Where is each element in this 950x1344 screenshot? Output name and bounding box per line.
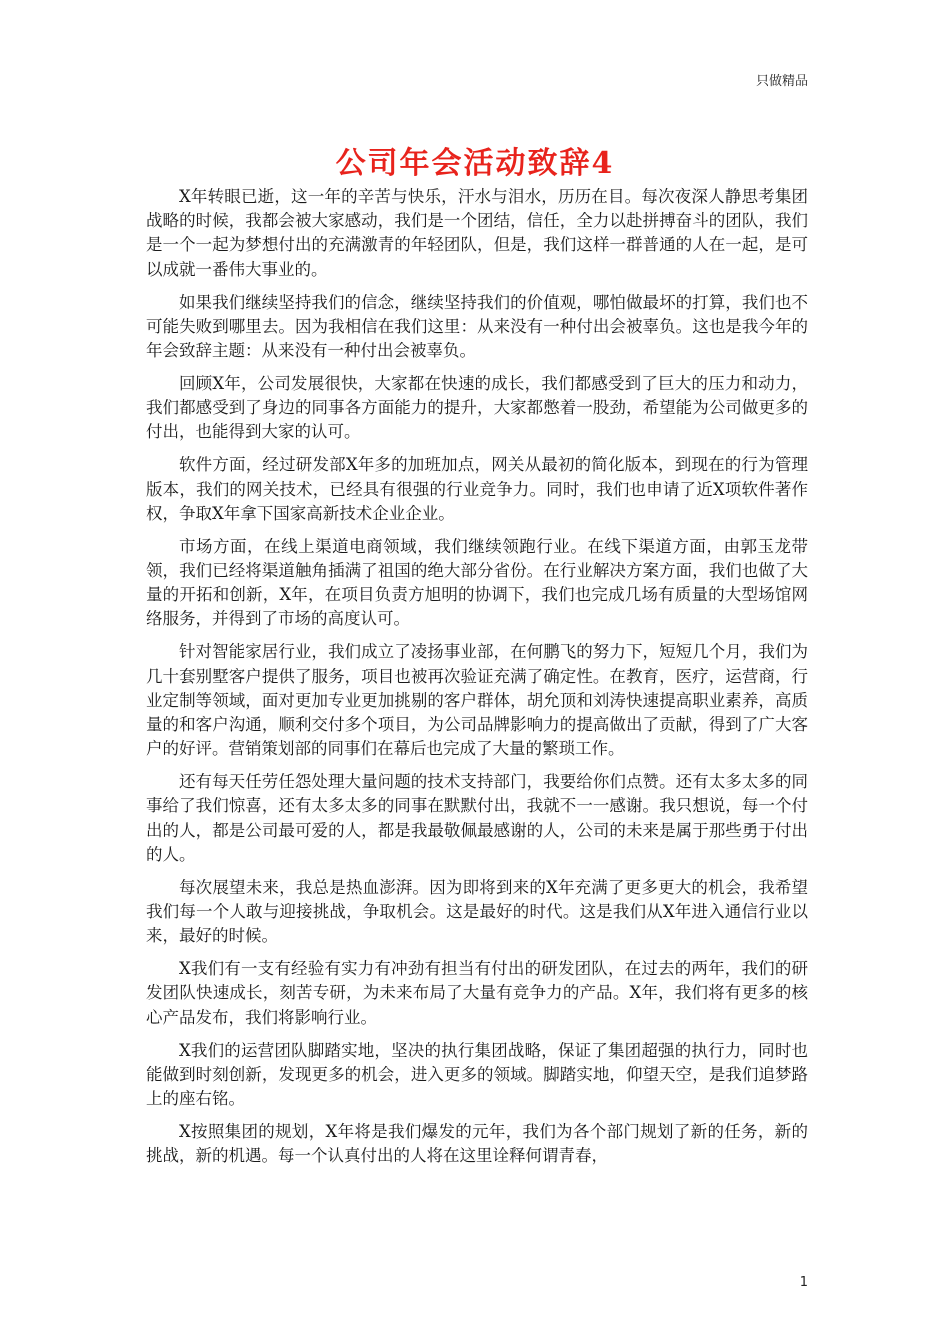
paragraph: 回顾X年，公司发展很快，大家都在快速的成长，我们都感受到了巨大的压力和动力，我们都感受到了身边的同事各方面能力的提升，大家都憋着一股劲，希望能为公司做更多的付出，也能得到大家的认可。: [146, 374, 808, 442]
document-body: [146, 185, 808, 1177]
paragraph: X我们有一支有经验有实力有冲劲有担当有付出的研发团队，在过去的两年，我们的研发团队快速成长，刻苦专研，为未来布局了大量有竞争力的产品。X年，我们将有更多的核心产品发布，我们将影响行业。: [146, 959, 808, 1027]
paragraph: X年转眼已逝，这一年的辛苦与快乐，汗水与泪水，历历在目。每次夜深人静思考集团战略的时候，我都会被大家感动，我们是一个团结，信任，全力以赴拼搏奋斗的团队，我们是一个一起为梦想付出的充满激青的年轻团队，但是，我们这样一群普通的人在一起，是可以成就一番伟大事业的。: [146, 187, 808, 279]
paragraph: 如果我们继续坚持我们的信念，继续坚持我们的价值观，哪怕做最坏的打算，我们也不可能失败到哪里去。因为我相信在我们这里：从来没有一种付出会被辜负。这也是我今年的年会致辞主题：从来没有一种付出会被辜负。: [146, 292, 808, 361]
paragraph: X我们的运营团队脚踏实地，坚决的执行集团战略，保证了集团超强的执行力，同时也能做到时刻创新，发现更多的机会，进入更多的领域。脚踏实地，仰望天空，是我们追梦路上的座右铭。: [146, 1040, 808, 1109]
paragraph: 还有每天任劳任怨处理大量问题的技术支持部门，我要给你们点赞。还有太多太多的同事给了我们惊喜，还有太多太多的同事在默默付出，我就不一一感谢。我只想说，每一个付出的人，都是公司最可爱的人，都是我最敬佩最感谢的人，公司的未来是属于那些勇于付出的人。: [146, 772, 808, 864]
page-number: 1: [799, 1275, 808, 1290]
paragraph: 市场方面，在线上渠道电商领域，我们继续领跑行业。在线下渠道方面，由郭玉龙带领，我们已经将渠道触角插满了祖国的绝大部分省份。在行业解决方案方面，我们也做了大量的开拓和创新，X年，在项目负责方旭明的协调下，我们也完成几场有质量的大型场馆网络服务，并得到了市场的高度认可。: [146, 536, 808, 629]
page-title: 公司年会活动致辞4: [335, 146, 615, 181]
header-tag: 只做精品: [755, 74, 808, 89]
paragraph: 针对智能家居行业，我们成立了凌扬事业部，在何鹏飞的努力下，短短几个月，我们为几十套别墅客户提供了服务，项目也被再次验证充满了确定性。在教育，医疗，运营商，行业定制等领域，面对更加专业更加挑剔的客户群体，胡允顶和刘涛快速提高职业素养，高质量的和客户沟通，顺利交付多个项目，为公司品牌影响力的提高做出了贡献，得到了广大客户的好评。营销策划部的同事们在幕后也完成了大量的繁琐工作。: [146, 642, 808, 759]
paragraph: 软件方面，经过研发部X年多的加班加点，网关从最初的简化版本，到现在的行为管理版本，我们的网关技术，已经具有很强的行业竞争力。同时，我们也申请了近X项软件著作权，争取X年拿下国家高新技术企业企业。: [146, 455, 808, 523]
paragraph: X按照集团的规划，X年将是我们爆发的元年，我们为各个部门规划了新的任务，新的挑战，新的机遇。每一个认真付出的人将在这里诠释何谓青春，: [146, 1122, 808, 1166]
paragraph: 每次展望未来，我总是热血澎湃。因为即将到来的X年充满了更多更大的机会，我希望我们每一个人敢与迎接挑战，争取机会。这是最好的时代。这是我们从X年进入通信行业以来，最好的时候。: [146, 877, 808, 946]
